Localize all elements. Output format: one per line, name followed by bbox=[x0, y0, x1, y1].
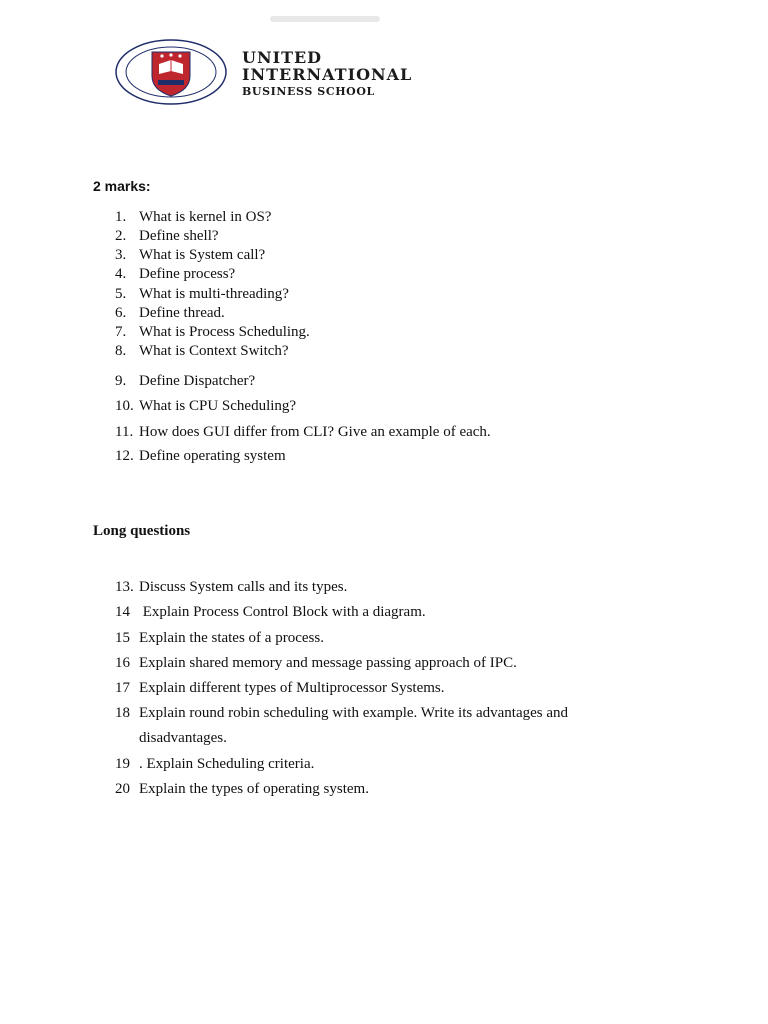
question-number: 18 bbox=[115, 705, 130, 721]
wordmark-line-3: BUSINESS SCHOOL bbox=[242, 85, 375, 98]
question-text: Explain Process Control Block with a diagram. bbox=[139, 604, 426, 620]
question-text: Define operating system bbox=[139, 448, 286, 464]
section-heading-2-marks: 2 marks: bbox=[93, 178, 151, 194]
question-number: 19 bbox=[115, 756, 130, 772]
question-number: 15 bbox=[115, 630, 130, 646]
question-number: 16 bbox=[115, 655, 130, 671]
wordmark-line-2: INTERNATIONAL bbox=[242, 65, 413, 84]
question-number: 4. bbox=[115, 266, 127, 282]
question-text: Define shell? bbox=[139, 228, 219, 244]
question-text: Explain the states of a process. bbox=[139, 630, 324, 646]
wordmark-line-1: UNITED bbox=[242, 48, 323, 67]
question-number: 2. bbox=[115, 228, 127, 244]
question-text: Explain different types of Multiprocessor Systems. bbox=[139, 680, 445, 696]
question-number: 17 bbox=[115, 680, 130, 696]
question-text: Define Dispatcher? bbox=[139, 373, 256, 389]
question-text: What is Context Switch? bbox=[139, 343, 289, 359]
question-number: 3. bbox=[115, 247, 127, 263]
school-wordmark bbox=[242, 50, 412, 97]
question-text: Explain round robin scheduling with example. Write its advantages and disadvantages. bbox=[139, 705, 569, 746]
question-text: Explain shared memory and message passing approach of IPC. bbox=[139, 655, 517, 671]
question-number: 5. bbox=[115, 286, 127, 302]
scan-artifact bbox=[270, 16, 380, 22]
school-seal-icon bbox=[114, 38, 228, 106]
question-number: 11. bbox=[115, 424, 134, 440]
question-number: 7. bbox=[115, 324, 127, 340]
question-text: What is System call? bbox=[139, 247, 266, 263]
question-text: What is CPU Scheduling? bbox=[139, 398, 297, 414]
question-number: 8. bbox=[115, 343, 127, 359]
question-number: 13. bbox=[115, 579, 134, 595]
question-text: . Explain Scheduling criteria. bbox=[139, 756, 315, 772]
question-text: Define process? bbox=[139, 266, 236, 282]
question-number: 6. bbox=[115, 305, 127, 321]
question-text: How does GUI differ from CLI? Give an example of each. bbox=[139, 424, 491, 440]
question-text: Discuss System calls and its types. bbox=[139, 579, 348, 595]
question-number: 9. bbox=[115, 373, 127, 389]
section-heading-long-questions: Long questions bbox=[93, 523, 191, 539]
question-number: 20 bbox=[115, 781, 130, 797]
question-text: Explain the types of operating system. bbox=[139, 781, 369, 797]
question-number: 12. bbox=[115, 448, 134, 464]
question-text: What is multi-threading? bbox=[139, 286, 289, 302]
question-text: What is kernel in OS? bbox=[139, 209, 272, 225]
question-number: 10. bbox=[115, 398, 134, 414]
question-number: 1. bbox=[115, 209, 127, 225]
question-text: What is Process Scheduling. bbox=[139, 324, 310, 340]
question-text: Define thread. bbox=[139, 305, 225, 321]
school-logo bbox=[114, 38, 474, 108]
question-number: 14 bbox=[115, 604, 130, 620]
